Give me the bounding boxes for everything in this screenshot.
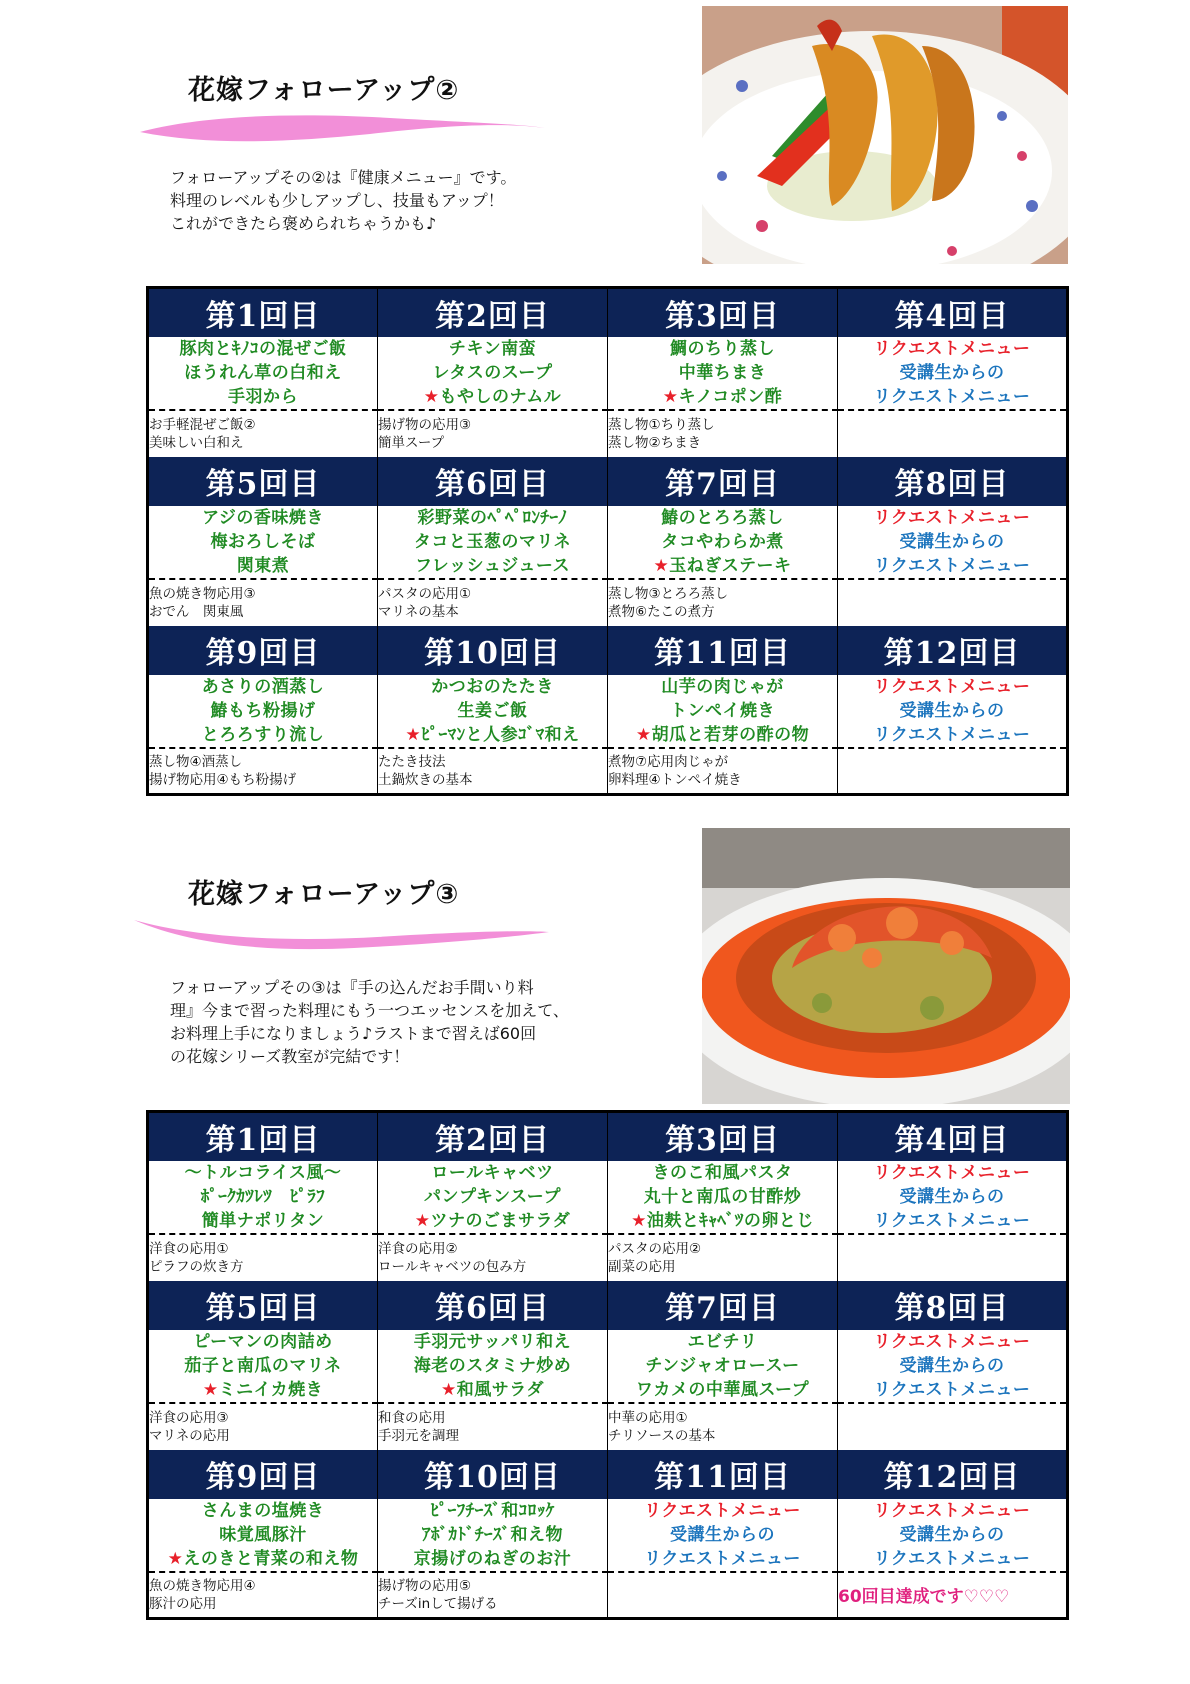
menu-item — [378, 1547, 607, 1571]
lesson-note: おでん 関東風 — [149, 603, 244, 620]
menu-cell — [148, 1330, 378, 1403]
menu-item-text: リクエストメニュー — [873, 1162, 1031, 1183]
menu-item — [149, 1354, 377, 1378]
intro-line: これができたら褒められちゃうかも♪ — [170, 214, 437, 233]
menu-item — [149, 675, 377, 699]
intro-line: 料理のレベルも少しアップし、技量もアップ！ — [170, 191, 504, 210]
menu-item — [608, 1378, 837, 1402]
menu-item-text: 京揚げのねぎのお汁 — [413, 1548, 572, 1569]
notes-cell — [608, 1234, 838, 1281]
lesson-note: 土鍋炊きの基本 — [378, 771, 473, 788]
menu-item — [149, 1330, 377, 1354]
menu-item — [838, 530, 1066, 554]
menu-cell — [838, 1499, 1068, 1572]
menu-row — [148, 1330, 1068, 1403]
lesson-note: たたき技法 — [378, 753, 446, 770]
star-icon: ★ — [423, 386, 440, 407]
menu-item — [608, 337, 837, 361]
lesson-note: 副菜の応用 — [608, 1258, 676, 1275]
menu-cell — [148, 1499, 378, 1572]
session-label: 第2回目 — [378, 1112, 608, 1161]
menu-item-text: リクエストメニュー — [873, 507, 1031, 528]
star-icon: ★ — [440, 1379, 457, 1400]
lesson-note: パスタの応用① — [378, 585, 472, 602]
menu-cell — [838, 1330, 1068, 1403]
menu-item — [378, 675, 607, 699]
menu-row — [148, 1161, 1068, 1234]
menu-item-text: リクエストメニュー — [873, 1210, 1031, 1231]
menu-item-text: 手羽元サッパリ和え — [413, 1331, 572, 1352]
fried-shrimp-photo — [702, 6, 1068, 264]
menu-item — [149, 1161, 377, 1185]
menu-item — [149, 554, 377, 578]
notes-cell — [838, 1234, 1068, 1281]
lesson-note: 煮物⑦応用肉じゃが — [608, 753, 729, 770]
lesson-note: チリソースの基本 — [608, 1427, 716, 1444]
menu-item — [378, 506, 607, 530]
menu-item-text: えのきと青菜の和え物 — [183, 1548, 359, 1569]
menu-item-text: タコやわらか煮 — [661, 531, 784, 552]
menu-cell — [608, 675, 838, 748]
session-label: 第3回目 — [608, 288, 838, 337]
menu-item-text: ピーマンの肉詰め — [193, 1331, 333, 1352]
menu-item-text: 受講生からの — [899, 531, 1005, 552]
session-label: 第8回目 — [838, 1281, 1068, 1330]
menu-item — [608, 1547, 837, 1571]
menu-cell — [608, 337, 838, 410]
star-icon: ★ — [405, 724, 422, 745]
menu-item — [608, 361, 837, 385]
section3-intro — [170, 976, 569, 1068]
menu-item-text: きのこ和風パスタ — [652, 1162, 793, 1183]
menu-item — [149, 506, 377, 530]
menu-item-text: パンプキンスープ — [424, 1186, 561, 1207]
star-icon: ★ — [653, 555, 670, 576]
menu-item — [608, 506, 837, 530]
section2-intro — [170, 166, 516, 235]
menu-item-text: さんまの塩焼き — [201, 1500, 325, 1521]
notes-cell — [148, 579, 378, 626]
menu-item — [378, 337, 607, 361]
menu-cell — [378, 1499, 608, 1572]
session-label: 第6回目 — [378, 457, 608, 506]
menu-item — [838, 723, 1066, 747]
notes-row — [148, 748, 1068, 795]
menu-item — [608, 1185, 837, 1209]
lesson-note: 蒸し物①ちり蒸し — [608, 416, 715, 433]
menu-item — [608, 530, 837, 554]
menu-item-text: 和風サラダ — [456, 1379, 545, 1400]
menu-item — [838, 699, 1066, 723]
menu-item — [149, 699, 377, 723]
notes-cell — [148, 410, 378, 457]
menu-item — [378, 530, 607, 554]
menu-item-text: レタスのスープ — [432, 362, 553, 383]
notes-row — [148, 410, 1068, 457]
menu-item — [838, 1523, 1066, 1547]
menu-item-text: とろろすり流し — [201, 724, 325, 745]
session-label: 第10回目 — [378, 626, 608, 675]
menu-item — [608, 675, 837, 699]
menu-item-text: リクエストメニュー — [873, 724, 1031, 745]
menu-item — [838, 1378, 1066, 1402]
menu-cell — [378, 1330, 608, 1403]
menu-item — [378, 1378, 607, 1402]
menu-item-text: 味覚風豚汁 — [219, 1524, 307, 1545]
menu-item — [378, 554, 607, 578]
menu-item-text: ほうれん草の白和え — [184, 362, 342, 383]
lesson-note: ピラフの炊き方 — [149, 1258, 244, 1275]
lesson-note: 簡単スープ — [378, 434, 445, 451]
session-label: 第4回目 — [838, 288, 1068, 337]
menu-item — [378, 1185, 607, 1209]
menu-item-text: リクエストメニュー — [873, 1548, 1031, 1569]
notes-cell — [608, 1403, 838, 1450]
session-label: 第7回目 — [608, 1281, 838, 1330]
menu-cell — [608, 1161, 838, 1234]
menu-item-text: 鰆のとろろ蒸し — [661, 507, 784, 528]
menu-item — [608, 554, 837, 578]
lesson-note: 卵料理④トンペイ焼き — [608, 771, 742, 788]
star-icon: ★ — [414, 1210, 431, 1231]
menu-item — [378, 1161, 607, 1185]
notes-cell — [148, 748, 378, 795]
menu-cell — [838, 337, 1068, 410]
lesson-note: 洋食の応用③ — [149, 1409, 229, 1426]
lesson-note: 魚の焼き物応用③ — [149, 585, 256, 602]
lesson-note: 揚げ物応用④もち粉揚げ — [149, 771, 297, 788]
menu-item-text: ロールキャベツ — [431, 1162, 554, 1183]
menu-item-text: あさりの酒蒸し — [201, 676, 325, 697]
notes-row — [148, 579, 1068, 626]
menu-item-text: リクエストメニュー — [873, 386, 1031, 407]
menu-item-text: 受講生からの — [899, 1355, 1005, 1376]
notes-row — [148, 1403, 1068, 1450]
menu-item-text: リクエストメニュー — [873, 1500, 1031, 1521]
notes-cell — [838, 410, 1068, 457]
lesson-note: マリネの応用 — [149, 1427, 230, 1444]
menu-item — [838, 1547, 1066, 1571]
menu-item-text: リクエストメニュー — [873, 676, 1031, 697]
lesson-note: 洋食の応用① — [149, 1240, 229, 1257]
lesson-note: 揚げ物の応用⑤ — [378, 1577, 472, 1594]
notes-cell — [838, 1403, 1068, 1450]
session-label: 第8回目 — [838, 457, 1068, 506]
menu-item-text: 関東煮 — [236, 555, 290, 576]
notes-cell — [148, 1234, 378, 1281]
menu-item — [378, 1209, 607, 1233]
session-label: 第12回目 — [838, 626, 1068, 675]
menu-item-text: ｱﾎﾞｶﾄﾞﾁｰｽﾞ和え物 — [422, 1524, 563, 1545]
star-icon: ★ — [635, 724, 652, 745]
menu-row — [148, 1499, 1068, 1572]
menu-item-text: リクエストメニュー — [873, 555, 1031, 576]
session-label: 第7回目 — [608, 457, 838, 506]
menu-cell — [838, 1161, 1068, 1234]
menu-item — [838, 1185, 1066, 1209]
intro-line: 理』今まで習った料理にもう一つエッセンスを加えて、 — [170, 1001, 569, 1020]
menu-item — [378, 723, 607, 747]
session-label: 第4回目 — [838, 1112, 1068, 1161]
menu-item — [608, 699, 837, 723]
notes-cell — [378, 410, 608, 457]
session-label: 第3回目 — [608, 1112, 838, 1161]
lesson-note: 蒸し物②ちまき — [608, 434, 702, 451]
menu-item-text: ﾋﾟｰﾌﾁｰｽﾞ和ｺﾛｯｹ — [430, 1500, 555, 1521]
menu-cell — [148, 506, 378, 579]
menu-item — [838, 361, 1066, 385]
menu-item-text: 鯛のちり蒸し — [670, 338, 775, 359]
menu-item — [149, 337, 377, 361]
menu-cell — [378, 675, 608, 748]
menu-row — [148, 675, 1068, 748]
star-icon: ★ — [202, 1379, 219, 1400]
section3-title: 花嫁フォローアップ③ — [188, 879, 460, 910]
menu-item-text: ﾎﾟｰｸｶﾂﾚﾂ ﾋﾟﾗﾌ — [200, 1186, 326, 1207]
session-label: 第12回目 — [838, 1450, 1068, 1499]
menu-cell — [608, 1330, 838, 1403]
menu-item — [608, 1499, 837, 1523]
menu-item-text: 油麸とｷｬﾍﾞﾂの卵とじ — [646, 1210, 814, 1231]
menu-item — [149, 1209, 377, 1233]
session-label: 第1回目 — [148, 1112, 378, 1161]
notes-cell — [378, 1572, 608, 1619]
menu-item-text: 受講生からの — [899, 700, 1005, 721]
lesson-note: 美味しい白和え — [149, 434, 244, 451]
notes-cell — [378, 1234, 608, 1281]
menu-item-text: 中華ちまき — [678, 362, 767, 383]
menu-item — [608, 1330, 837, 1354]
menu-item-text: ﾋﾟｰﾏﾝと人参ｺﾞﾏ和え — [421, 724, 580, 745]
menu-item — [838, 1161, 1066, 1185]
completion-message: 60回目達成です♡♡♡ — [838, 1572, 1068, 1619]
menu-item-text: 生姜ご飯 — [457, 700, 528, 721]
menu-item-text: エビチリ — [687, 1331, 758, 1352]
session-label: 第11回目 — [608, 1450, 838, 1499]
menu-item — [608, 1523, 837, 1547]
menu-cell — [838, 506, 1068, 579]
menu-item — [149, 1523, 377, 1547]
lesson-note: マリネの基本 — [378, 603, 459, 620]
notes-cell — [608, 1572, 838, 1619]
menu-item-text: 山芋の肉じゃが — [661, 676, 784, 697]
menu-cell — [148, 337, 378, 410]
notes-cell — [838, 748, 1068, 795]
menu-item-text: 受講生からの — [899, 362, 1005, 383]
menu-cell — [378, 506, 608, 579]
notes-cell — [838, 579, 1068, 626]
lesson-note: 蒸し物③とろろ蒸し — [608, 585, 729, 602]
menu-item — [149, 385, 377, 409]
menu-item — [838, 1330, 1066, 1354]
menu-row — [148, 506, 1068, 579]
menu-item — [378, 699, 607, 723]
menu-item — [608, 1354, 837, 1378]
session-label: 第1回目 — [148, 288, 378, 337]
menu-item — [838, 554, 1066, 578]
menu-item — [838, 1209, 1066, 1233]
notes-row — [148, 1234, 1068, 1281]
menu-item — [149, 1378, 377, 1402]
menu-item-text: タコと玉葱のマリネ — [413, 531, 572, 552]
menu-item-text: 胡瓜と若芽の酢の物 — [651, 724, 810, 745]
menu-item-text: 彩野菜のﾍﾟﾍﾟﾛﾝﾁｰﾉ — [417, 507, 568, 528]
menu-item-text: 受講生からの — [670, 1524, 775, 1545]
notes-cell — [148, 1403, 378, 1450]
menu-item-text: アジの香味焼き — [202, 507, 324, 528]
session-header-row — [148, 457, 1068, 506]
notes-cell — [608, 579, 838, 626]
menu-item — [149, 530, 377, 554]
lesson-note: 揚げ物の応用③ — [378, 416, 472, 433]
notes-row — [148, 1572, 1068, 1619]
menu-item-text: トンペイ焼き — [670, 700, 775, 721]
menu-item-text: チキン南蛮 — [448, 338, 537, 359]
intro-line: の花嫁シリーズ教室が完結です！ — [170, 1047, 410, 1066]
menu-item-text: リクエストメニュー — [873, 1331, 1031, 1352]
menu-item-text: リクエストメニュー — [873, 338, 1031, 359]
lesson-note: 手羽元を調理 — [378, 1427, 459, 1444]
menu-item — [608, 723, 837, 747]
session-label: 第5回目 — [148, 457, 378, 506]
lesson-note: 煮物⑥たこの煮方 — [608, 603, 715, 620]
lesson-note: チーズinして揚げる — [378, 1595, 498, 1612]
menu-item-text: もやしのナムル — [439, 386, 562, 407]
pink-swoosh-decoration — [134, 910, 554, 952]
menu-item-text: フレッシュジュース — [414, 555, 571, 576]
menu-item-text: ツナのごまサラダ — [430, 1210, 571, 1231]
menu-item-text: 丸十と南瓜の甘酢炒 — [643, 1186, 802, 1207]
section2-title: 花嫁フォローアップ② — [188, 75, 460, 106]
menu-item — [149, 1547, 377, 1571]
menu-item-text: リクエストメニュー — [644, 1500, 801, 1521]
session-header-row — [148, 1112, 1068, 1161]
lesson-note: 中華の応用① — [608, 1409, 688, 1426]
menu-item-text: 玉ねぎステーキ — [669, 555, 792, 576]
lesson-note: 蒸し物④酒蒸し — [149, 753, 243, 770]
menu-item — [378, 361, 607, 385]
menu-row — [148, 337, 1068, 410]
menu-cell — [608, 506, 838, 579]
lesson-note: お手軽混ぜご飯② — [149, 416, 256, 433]
menu-cell — [608, 1499, 838, 1572]
menu-item-text: 受講生からの — [899, 1186, 1005, 1207]
menu-item — [149, 1185, 377, 1209]
menu-item — [838, 385, 1066, 409]
menu-item-text: 手羽から — [228, 386, 298, 407]
session-header-row — [148, 288, 1068, 337]
session-label: 第11回目 — [608, 626, 838, 675]
menu-cell — [838, 675, 1068, 748]
session-label: 第6回目 — [378, 1281, 608, 1330]
menu-item-text: 豚肉とｷﾉｺの混ぜご飯 — [179, 338, 347, 359]
menu-item — [608, 1161, 837, 1185]
menu-item-text: ミニイカ焼き — [218, 1379, 324, 1400]
menu-item-text: 簡単ナポリタン — [201, 1210, 325, 1231]
intro-line: お料理上手になりましょう♪ラストまで習えば60回 — [170, 1024, 537, 1043]
menu-item-text: ワカメの中華風スープ — [635, 1379, 810, 1400]
schedule-table-followup2 — [146, 286, 1069, 796]
menu-item-text: 茄子と南瓜のマリネ — [184, 1355, 342, 1376]
menu-item-text: 海老のスタミナ炒め — [413, 1355, 572, 1376]
menu-item-text: リクエストメニュー — [873, 1379, 1031, 1400]
menu-item — [608, 1209, 837, 1233]
menu-item — [838, 675, 1066, 699]
session-header-row — [148, 1281, 1068, 1330]
menu-item — [378, 1523, 607, 1547]
stuffed-cabbage-photo — [702, 828, 1070, 1104]
lesson-note: パスタの応用② — [608, 1240, 702, 1257]
session-label: 第5回目 — [148, 1281, 378, 1330]
schedule-table-followup3 — [146, 1110, 1069, 1620]
star-icon: ★ — [662, 386, 679, 407]
menu-item-text: チンジャオロースー — [645, 1355, 800, 1376]
session-label: 第9回目 — [148, 626, 378, 675]
menu-item-text: リクエストメニュー — [644, 1548, 801, 1569]
notes-cell — [148, 1572, 378, 1619]
lesson-note: 和食の応用 — [378, 1409, 446, 1426]
session-label: 第9回目 — [148, 1450, 378, 1499]
menu-item — [838, 1499, 1066, 1523]
menu-item — [838, 1354, 1066, 1378]
menu-item — [149, 723, 377, 747]
menu-item — [378, 1354, 607, 1378]
star-icon: ★ — [631, 1210, 647, 1231]
menu-item — [149, 361, 377, 385]
menu-item — [378, 1330, 607, 1354]
notes-cell — [378, 748, 608, 795]
notes-cell — [378, 1403, 608, 1450]
star-icon: ★ — [167, 1548, 184, 1569]
lesson-note: 洋食の応用② — [378, 1240, 458, 1257]
session-header-row — [148, 626, 1068, 675]
menu-item-text: 受講生からの — [899, 1524, 1005, 1545]
menu-item-text: ～トルコライス風～ — [184, 1162, 342, 1183]
menu-item-text: キノコポン酢 — [678, 386, 783, 407]
menu-item — [149, 1499, 377, 1523]
menu-cell — [378, 1161, 608, 1234]
menu-item-text: 鰆もち粉揚げ — [210, 700, 316, 721]
menu-item-text: 梅おろしそば — [210, 531, 316, 552]
notes-cell — [378, 579, 608, 626]
menu-cell — [378, 337, 608, 410]
menu-item — [378, 385, 607, 409]
session-label: 第10回目 — [378, 1450, 608, 1499]
lesson-note: 豚汁の応用 — [149, 1595, 217, 1612]
menu-item — [378, 1499, 607, 1523]
menu-item — [838, 506, 1066, 530]
menu-cell — [148, 1161, 378, 1234]
session-header-row — [148, 1450, 1068, 1499]
menu-item — [608, 385, 837, 409]
lesson-note: 魚の焼き物応用④ — [149, 1577, 256, 1594]
notes-cell — [608, 410, 838, 457]
intro-line: フォローアップその②は『健康メニュー』です。 — [170, 168, 517, 187]
menu-item — [838, 337, 1066, 361]
intro-line: フォローアップその③は『手の込んだお手間いり料 — [170, 978, 534, 997]
notes-cell — [608, 748, 838, 795]
session-label: 第2回目 — [378, 288, 608, 337]
pink-swoosh-decoration — [140, 108, 550, 150]
menu-cell — [148, 675, 378, 748]
menu-item-text: かつおのたたき — [431, 676, 554, 697]
lesson-note: ロールキャベツの包み方 — [378, 1258, 527, 1275]
